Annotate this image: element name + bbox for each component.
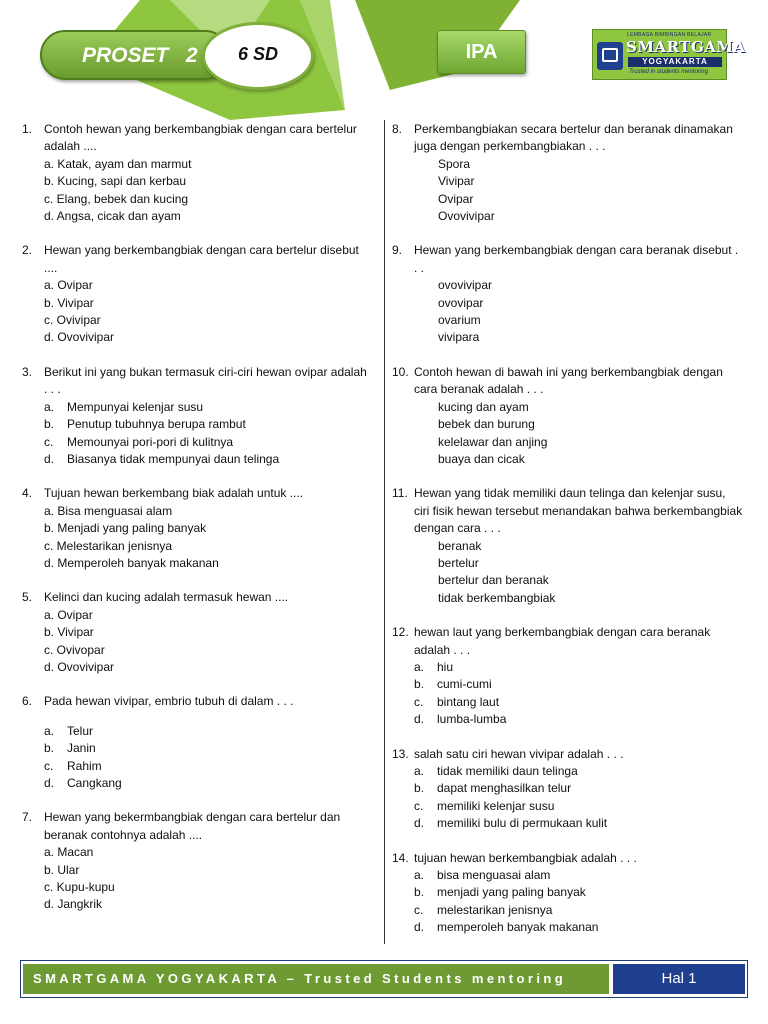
answer-option: c. Melestarikan jenisnya: [44, 538, 173, 553]
question-number: 2.: [22, 243, 33, 258]
answer-option: [414, 780, 744, 797]
proset-number: 2: [185, 44, 198, 67]
question-stem: [392, 121, 744, 156]
question-number: 12.: [392, 625, 409, 640]
answer-option: b. Menjadi yang paling banyak: [44, 521, 207, 536]
page-number: Hal 1: [613, 964, 745, 994]
answer-option: Ovipar: [438, 191, 474, 206]
question-text: Hewan yang bekermbangbiak dengan cara bertelur dan beranak contohnya adalah ....: [44, 810, 341, 842]
question-stem: [392, 242, 744, 277]
question-text: Pada hewan vivipar, embrio tubuh di dalam . . .: [44, 694, 294, 709]
option-text: bintang laut: [437, 694, 500, 709]
answer-option: a. Ovipar: [44, 278, 93, 293]
answer-option: [414, 884, 744, 901]
answer-option: d. Angsa, cicak dan ayam: [44, 209, 181, 224]
answer-option: d. Memperoleh banyak makanan: [44, 555, 219, 570]
option-letter: c.: [44, 758, 54, 773]
answer-option: [44, 758, 367, 775]
option-text: bisa menguasai alam: [437, 868, 551, 883]
option-text: Cangkang: [67, 776, 122, 790]
answer-option: [44, 399, 367, 416]
question-number: 4.: [22, 486, 33, 501]
logo-city: YOGYAKARTA: [628, 57, 722, 67]
answer-option: tidak berkembangbiak: [438, 590, 556, 605]
question-item: [392, 850, 744, 937]
answer-option: a. Katak, ayam dan marmut: [44, 156, 192, 171]
option-text: Telur: [67, 723, 94, 738]
question-item: [22, 589, 367, 676]
question-stem: [22, 485, 367, 502]
option-letter: a.: [414, 764, 425, 778]
answer-option: [44, 723, 367, 740]
option-letter: a.: [44, 723, 55, 738]
question-text: Contoh hewan di bawah ini yang berkembangbiak dengan cara beranak adalah . . .: [414, 364, 723, 397]
question-number: 10.: [392, 364, 409, 379]
question-number: 13.: [392, 746, 409, 761]
option-letter: d.: [414, 712, 425, 727]
answer-option: [414, 919, 744, 936]
question-item: [392, 121, 744, 225]
logo-emblem-icon: [597, 42, 623, 70]
question-number: 5.: [22, 590, 33, 605]
question-text: tujuan hewan berkembangbiak adalah . . .: [414, 850, 637, 865]
question-stem: [392, 364, 744, 399]
answer-option: c. Elang, bebek dan kucing: [44, 191, 189, 206]
answer-option: [414, 867, 744, 884]
question-number: 3.: [22, 364, 33, 379]
column-divider: [384, 120, 385, 944]
answer-option: buaya dan cicak: [438, 451, 525, 466]
right-question-column: [392, 121, 744, 954]
question-item: [22, 121, 367, 225]
question-number: 14.: [392, 850, 409, 865]
question-text: Tujuan hewan berkembang biak adalah untuk ....: [44, 486, 304, 501]
question-text: Kelinci dan kucing adalah termasuk hewan ....: [44, 590, 289, 605]
answer-option: beranak: [438, 538, 482, 553]
subject-badge: IPA: [437, 30, 526, 74]
answer-option: bertelur: [438, 555, 479, 570]
question-text: hewan laut yang berkembangbiak dengan cara beranak adalah . . .: [414, 625, 711, 657]
question-number: 8.: [392, 122, 403, 136]
answer-option: a. Ovipar: [44, 607, 93, 622]
option-letter: d.: [44, 451, 55, 466]
answer-option: [44, 416, 367, 433]
option-text: Rahim: [67, 758, 102, 773]
answer-option: [44, 451, 367, 468]
question-item: [22, 485, 367, 572]
left-question-column: [22, 121, 367, 931]
question-stem: [392, 624, 744, 659]
question-stem: [22, 809, 367, 844]
question-gap: [22, 711, 367, 723]
answer-option: Ovovivipar: [438, 209, 495, 224]
question-number: 9.: [392, 243, 403, 258]
answer-option: b. Vivipar: [44, 295, 94, 310]
question-number: 7.: [22, 810, 33, 825]
answer-option: ovovipar: [438, 295, 484, 310]
question-text: salah satu ciri hewan vivipar adalah . . .: [414, 746, 624, 761]
question-item: [392, 242, 744, 346]
answer-option: bebek dan burung: [438, 417, 535, 432]
option-text: Memounyai pori-pori di kulitnya: [67, 434, 234, 449]
answer-option: b. Vivipar: [44, 625, 94, 640]
answer-option: [44, 740, 367, 757]
answer-option: bertelur dan beranak: [438, 573, 549, 588]
option-text: Mempunyai kelenjar susu: [67, 399, 204, 414]
option-text: memiliki bulu di permukaan kulit: [437, 816, 608, 831]
option-text: memiliki kelenjar susu: [437, 798, 555, 813]
smartgama-logo: [592, 29, 746, 80]
footer-bar: [20, 960, 748, 998]
question-number: 11.: [392, 486, 408, 501]
answer-option: [44, 775, 367, 792]
option-letter: b.: [414, 677, 425, 692]
question-item: [392, 746, 744, 833]
answer-option: d. Jangkrik: [44, 897, 103, 912]
option-text: hiu: [437, 659, 454, 674]
answer-option: Spora: [438, 156, 471, 171]
answer-option: [414, 763, 744, 780]
option-letter: a.: [414, 868, 425, 883]
answer-option: [414, 711, 744, 728]
option-text: melestarikan jenisnya: [437, 902, 553, 917]
question-stem: [392, 485, 744, 537]
question-text: Hewan yang berkembangbiak dengan cara bertelur disebut ....: [44, 243, 359, 275]
answer-option: a. Macan: [44, 845, 94, 860]
question-item: [22, 242, 367, 346]
answer-option: [414, 798, 744, 815]
option-letter: c.: [414, 694, 424, 709]
footer-brand-text: SMARTGAMA YOGYAKARTA – Trusted Students mentoring: [23, 964, 609, 994]
answer-option: vivipara: [438, 330, 480, 345]
option-letter: b.: [44, 741, 55, 756]
option-letter: d.: [44, 776, 55, 790]
answer-option: c. Kupu-kupu: [44, 880, 115, 895]
option-text: tidak memiliki daun telinga: [437, 764, 578, 778]
question-stem: [22, 589, 367, 606]
answer-option: [414, 815, 744, 832]
question-number: 6.: [22, 694, 33, 709]
option-text: Biasanya tidak mempunyai daun telinga: [67, 451, 280, 466]
question-stem: [22, 121, 367, 156]
question-number: 1.: [22, 122, 33, 136]
question-stem: [392, 850, 744, 867]
option-letter: b.: [414, 781, 425, 796]
question-text: Hewan yang tidak memiliki daun telinga dan kelenjar susu, ciri fisik hewan tersebut menandakan bahwa berkembangbiak dengan cara . . .: [414, 486, 743, 536]
option-letter: d.: [414, 920, 425, 935]
option-letter: c.: [414, 798, 424, 813]
option-text: memperoleh banyak makanan: [437, 920, 599, 935]
option-letter: c.: [44, 434, 54, 449]
question-stem: [22, 693, 367, 710]
question-text: Contoh hewan yang berkembangbiak dengan cara bertelur adalah ....: [44, 122, 357, 154]
question-text: Perkembangbiakan secara bertelur dan beranak dinamakan juga dengan perkembangbiakan . . .: [414, 122, 733, 154]
option-letter: c.: [414, 902, 424, 917]
answer-option: Vivipar: [438, 174, 475, 189]
logo-small-text: LEMBAGA BIMBINGAN BELAJAR: [627, 32, 712, 38]
option-text: Penutup tubuhnya berupa rambut: [67, 417, 246, 432]
answer-option: [414, 694, 744, 711]
proset-label: PROSET: [82, 44, 169, 67]
question-item: [392, 364, 744, 468]
question-item: [392, 624, 744, 728]
answer-option: ovarium: [438, 313, 481, 328]
option-text: menjadi yang paling banyak: [437, 885, 586, 900]
answer-option: kelelawar dan anjing: [438, 434, 548, 449]
answer-option: [44, 434, 367, 451]
option-letter: b.: [414, 885, 425, 900]
answer-option: [414, 902, 744, 919]
option-text: cumi-cumi: [437, 677, 492, 692]
option-letter: a.: [414, 659, 425, 674]
option-letter: a.: [44, 399, 55, 414]
answer-option: ovovivipar: [438, 278, 493, 293]
option-letter: b.: [44, 417, 55, 432]
answer-option: kucing dan ayam: [438, 399, 529, 414]
answer-option: a. Bisa menguasai alam: [44, 503, 173, 518]
option-text: lumba-lumba: [437, 712, 507, 727]
question-text: Hewan yang berkembangbiak dengan cara beranak disebut . . .: [414, 243, 739, 275]
answer-option: d. Ovovivipar: [44, 330, 115, 345]
question-item: [22, 809, 367, 913]
answer-option: [414, 659, 744, 676]
question-stem: [392, 746, 744, 763]
answer-option: c. Ovivipar: [44, 313, 101, 328]
logo-tagline: Trusted in students mentoring: [629, 69, 708, 75]
question-item: [22, 364, 367, 468]
grade-badge: 6 SD: [202, 22, 314, 90]
question-item: [392, 485, 744, 607]
question-text: Berikut ini yang bukan termasuk ciri-ciri hewan ovipar adalah . . .: [44, 364, 367, 397]
option-letter: d.: [414, 816, 425, 831]
logo-name: SMARTGAMA: [626, 38, 746, 56]
question-item: [22, 693, 367, 792]
answer-option: d. Ovovivipar: [44, 659, 115, 674]
answer-option: c. Ovivopar: [44, 642, 105, 657]
answer-option: b. Kucing, sapi dan kerbau: [44, 174, 187, 189]
option-text: Janin: [67, 741, 96, 756]
answer-option: [414, 676, 744, 693]
answer-option: b. Ular: [44, 862, 80, 877]
question-stem: [22, 364, 367, 399]
option-text: dapat menghasilkan telur: [437, 781, 572, 796]
question-stem: [22, 242, 367, 277]
